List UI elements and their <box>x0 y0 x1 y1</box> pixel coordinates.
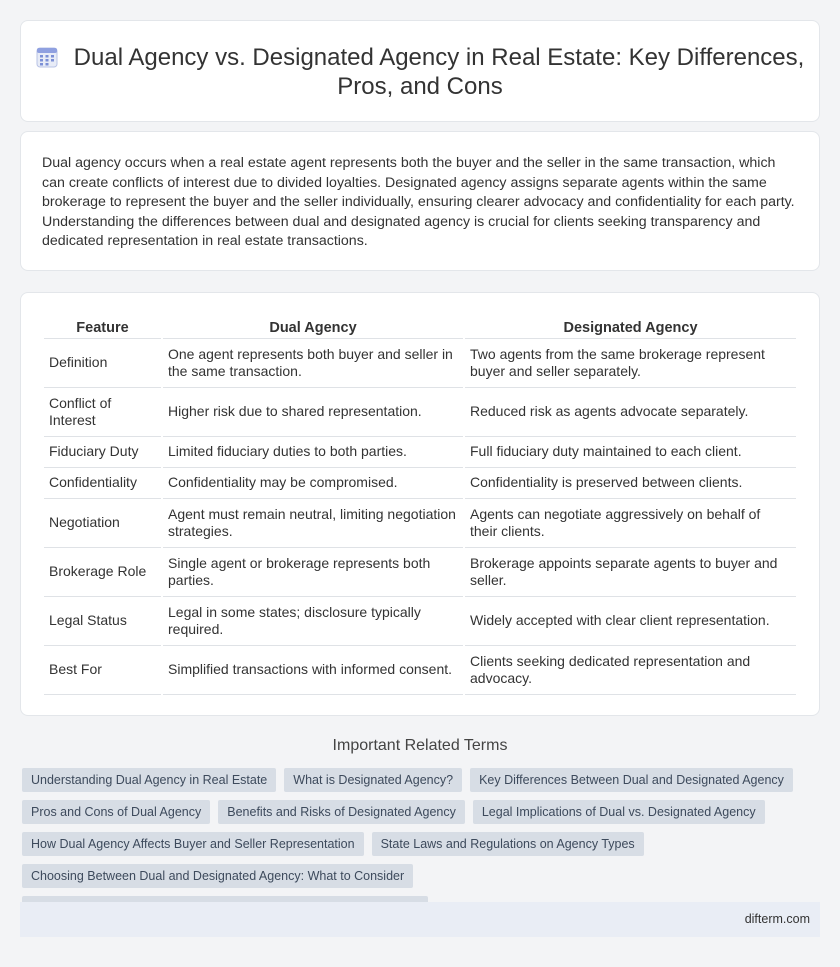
dual-agency-cell: Legal in some states; disclosure typically required. <box>163 597 463 646</box>
dual-agency-cell: Agent must remain neutral, limiting negotiation strategies. <box>163 499 463 548</box>
page-title-wrap <box>21 43 819 101</box>
footer <box>20 902 820 937</box>
designated-agency-cell: Confidentiality is preserved between clients. <box>465 468 796 499</box>
feature-cell: Confidentiality <box>44 468 161 499</box>
related-term-link[interactable]: State Laws and Regulations on Agency Types <box>372 832 644 856</box>
related-term-link[interactable]: Pros and Cons of Dual Agency <box>22 800 210 824</box>
table-row <box>44 597 796 646</box>
table-row <box>44 548 796 597</box>
feature-cell: Best For <box>44 646 161 695</box>
feature-cell: Legal Status <box>44 597 161 646</box>
dual-agency-cell: Single agent or brokerage represents both parties. <box>163 548 463 597</box>
feature-cell: Negotiation <box>44 499 161 548</box>
header-designated-agency: Designated Agency <box>465 315 796 339</box>
related-term-link[interactable]: What is Designated Agency? <box>284 768 462 792</box>
feature-cell: Fiduciary Duty <box>44 437 161 468</box>
related-term-link[interactable]: Benefits and Risks of Designated Agency <box>218 800 465 824</box>
feature-cell: Conflict of Interest <box>44 388 161 437</box>
feature-cell: Definition <box>44 339 161 388</box>
designated-agency-cell: Agents can negotiate aggressively on behalf of their clients. <box>465 499 796 548</box>
designated-agency-cell: Brokerage appoints separate agents to buyer and seller. <box>465 548 796 597</box>
related-term-link[interactable]: Key Differences Between Dual and Designated Agency <box>470 768 793 792</box>
dual-agency-cell: Limited fiduciary duties to both parties. <box>163 437 463 468</box>
related-term-link[interactable]: Legal Implications of Dual vs. Designated Agency <box>473 800 765 824</box>
page-title: Dual Agency vs. Designated Agency in Real Estate: Key Differences, Pros, and Cons <box>73 44 805 100</box>
table-row <box>44 339 796 388</box>
intro-card <box>20 131 820 271</box>
comparison-card <box>20 292 820 716</box>
designated-agency-cell: Clients seeking dedicated representation and advocacy. <box>465 646 796 695</box>
footer-site-link[interactable]: difterm.com <box>744 912 810 926</box>
table-row <box>44 437 796 468</box>
table-row <box>44 499 796 548</box>
header-dual-agency: Dual Agency <box>163 315 463 339</box>
table-header-row <box>44 315 796 339</box>
dual-agency-cell: One agent represents both buyer and seller in the same transaction. <box>163 339 463 388</box>
intro-paragraph: Dual agency occurs when a real estate agent represents both the buyer and the seller in the same transaction, which can create conflicts of interest due to divided loyalties. Designated agency assigns separate agents within the same brokerage to represent the buyer and the seller individually, ensuring clearer advocacy and confidentiality for each party. Understanding the differences between dual and designated agency is crucial for clients seeking transparency and dedicated representation in real estate transactions. <box>42 155 795 250</box>
table-row <box>44 388 796 437</box>
related-term-link[interactable]: Understanding Dual Agency in Real Estate <box>22 768 276 792</box>
table-row <box>44 646 796 695</box>
designated-agency-cell: Reduced risk as agents advocate separately. <box>465 388 796 437</box>
designated-agency-cell: Two agents from the same brokerage represent buyer and seller separately. <box>465 339 796 388</box>
table-row <box>44 468 796 499</box>
designated-agency-cell: Full fiduciary duty maintained to each client. <box>465 437 796 468</box>
related-terms-heading: Important Related Terms <box>332 737 508 754</box>
related-terms-list <box>22 768 812 920</box>
title-card <box>20 20 820 122</box>
feature-cell: Brokerage Role <box>44 548 161 597</box>
related-term-link[interactable]: Choosing Between Dual and Designated Agency: What to Consider <box>22 864 413 888</box>
header-feature: Feature <box>44 315 161 339</box>
dual-agency-cell: Higher risk due to shared representation. <box>163 388 463 437</box>
dual-agency-cell: Simplified transactions with informed consent. <box>163 646 463 695</box>
calendar-icon <box>36 46 58 68</box>
related-term-link[interactable]: How Dual Agency Affects Buyer and Seller Representation <box>22 832 364 856</box>
comparison-table <box>42 315 798 695</box>
designated-agency-cell: Widely accepted with clear client representation. <box>465 597 796 646</box>
dual-agency-cell: Confidentiality may be compromised. <box>163 468 463 499</box>
